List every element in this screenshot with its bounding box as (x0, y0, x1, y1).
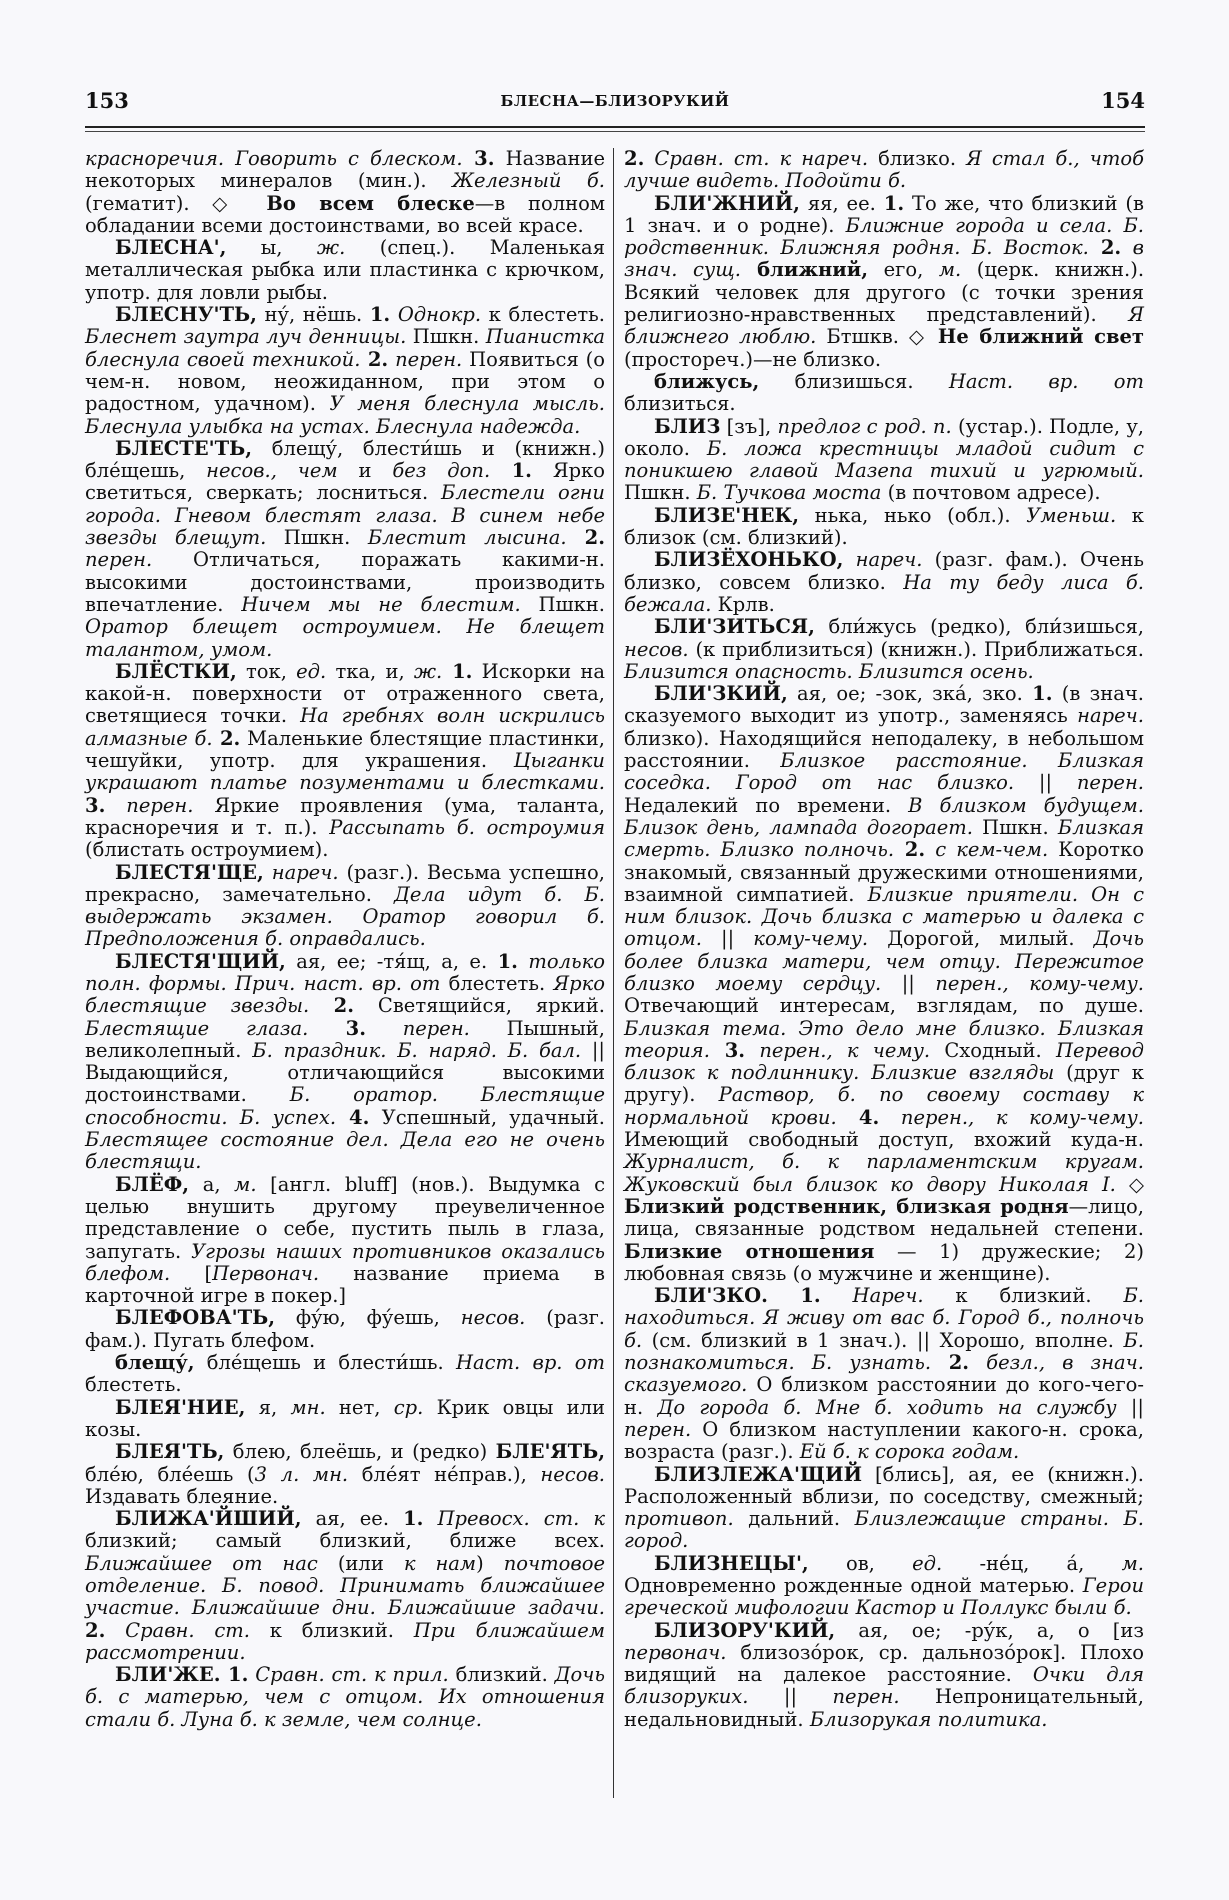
entry-text: Пшкн. (624, 481, 697, 505)
headword-text: 4. (336, 1105, 370, 1129)
entry-text: Сходный. (930, 1038, 1056, 1062)
headword-text: БЛЕСНА', (115, 236, 227, 260)
entry-text: (друг к другу). (624, 1061, 1144, 1107)
dictionary-entry (85, 661, 605, 862)
headword-text: 1. (497, 949, 518, 973)
italic-text: нареч. (263, 860, 339, 884)
headword-text: 1. (767, 1284, 821, 1308)
dictionary-entry (85, 862, 605, 951)
entry-text: [блись], ая, ее (книжн.). Расположенный вблизи, по соседству, смежный; (624, 1462, 1144, 1508)
headword-text: 2. (212, 726, 241, 750)
headword-text: БЛЕСНУ'ТЬ, (115, 303, 257, 327)
entry-text: Яркие проявления (ума, таланта, красноречия и т. п.). (85, 793, 605, 839)
entry-text: Появиться (о чем-н. новом, неожиданном, при этом о радостном, удачном). (85, 347, 605, 416)
entry-text: ы, (226, 236, 317, 260)
headword-text: Не ближний свет (937, 325, 1144, 349)
dictionary-entry (85, 304, 605, 438)
entry-text: ая, ее. (301, 1507, 404, 1531)
headword-text: 3. (308, 1016, 366, 1040)
italic-text: На ту беду лиса б. бежала. (624, 570, 1144, 616)
entry-text: Бтшкв. ◇ (816, 325, 938, 349)
entry-text: блестеть. (85, 1373, 182, 1397)
headword-text: 2. (931, 1351, 970, 1375)
italic-text: Б. находиться. Я живу от вас б. Город б., полночь б. (624, 1284, 1144, 1352)
headword-text: БЛИЗЛЕЖА'ЩИЙ (654, 1462, 862, 1486)
dictionary-entry (624, 683, 1144, 1285)
entry-text: ток, (236, 659, 297, 683)
italic-text: Близлежащие страны. Б. город. (624, 1507, 1144, 1553)
entry-text: (см. близкий в 1 знач.). || Хорошо, вполне. (642, 1328, 1124, 1352)
italic-text: Б. оратор. Блестящие способности. Б. успех. (85, 1083, 605, 1129)
entry-text: (в почтовом адресе). (881, 481, 1101, 505)
entry-text: ) (476, 1551, 504, 1575)
entry-text: нька, нько (обл.). (799, 503, 1027, 527)
italic-text: предлог с род. п. (777, 414, 952, 438)
entry-text: название приема в карточной игре в покер.] (85, 1261, 605, 1308)
entry-text: || (1116, 1395, 1144, 1419)
entry-text: бле́ю, бле́ешь ( (85, 1462, 255, 1486)
headword-text: Близкие отношения (624, 1239, 875, 1263)
entry-text: близишься. (759, 369, 949, 393)
entry-text: (гематит). ◇ (85, 191, 267, 215)
italic-text: При ближайшем рассмотрении. (85, 1618, 605, 1664)
dictionary-entry (624, 1285, 1144, 1463)
italic-text: Я стал б., чтоб лучше видеть. Подойти б. (624, 147, 1145, 193)
italic-text: Цыганки украшают платье позументами и блестками. (85, 749, 605, 795)
entry-text: [ (170, 1261, 213, 1285)
headword-text: 4. (836, 1105, 880, 1129)
dictionary-entry (85, 1397, 605, 1442)
entry-text: (в знач. сказуемого выходит из употр., заменяясь (624, 682, 1144, 728)
headword-text: 3. (709, 1038, 746, 1062)
dictionary-entry (85, 1174, 605, 1308)
headword-text: БЛИ'ЗКО. (654, 1284, 768, 1308)
entry-text: близко). Находящийся неподалеку, в небольшом расстоянии. (624, 726, 1144, 773)
italic-text: Раствор, б. по своему составу к нормальной крови. (624, 1083, 1144, 1129)
italic-text: перен. (388, 347, 463, 371)
italic-text: Очки для близоруких. (624, 1663, 1144, 1709)
italic-text: перен. (624, 1417, 692, 1441)
entry-text: (или (317, 1551, 404, 1575)
entry-text: ◇ (1115, 1172, 1144, 1196)
headword-text: БЛИЗЕ'НЕК, (654, 503, 800, 527)
dictionary-entry (624, 416, 1144, 505)
entry-text: дальний. (733, 1507, 855, 1531)
italic-text: красноречия. Говорить с блеском. (85, 147, 463, 170)
entry-text: к близкий. (923, 1284, 1124, 1308)
headword-text: БЛЕСТЯ'ЩЕ, (115, 860, 264, 884)
entry-text: Крик овцы или козы. (85, 1395, 606, 1441)
entry-text: (простореч.)—не близко. (624, 347, 882, 371)
italic-text: Дочь б. с матерью, чем с отцом. Их отношения стали б. Луна б. к земле, чем солнце. (85, 1663, 605, 1731)
dictionary-entry (624, 1620, 1144, 1731)
entry-text: || (701, 927, 754, 951)
entry-text: Коротко знакомый, связанный дружескими отношениями, взаимной симпатией. (624, 838, 1145, 906)
entry-text: Отличаться, поражать какими-н. высокими достоинствами, производить впечатление. (85, 548, 605, 616)
dictionary-entry (85, 438, 605, 661)
italic-text: Близорукая политика. (809, 1707, 1048, 1731)
italic-text: несов. (624, 637, 689, 661)
headword-text: 2. (360, 347, 389, 371)
entry-text: [зъ], (720, 414, 778, 438)
italic-text: противоп. (624, 1507, 734, 1531)
italic-text: Герои греческой мифологии Кастор и Поллукс были б. (624, 1574, 1144, 1620)
italic-text: Блестящие глаза. (85, 1016, 309, 1040)
italic-text: перен. (105, 793, 194, 817)
dictionary-entry (624, 148, 1144, 193)
italic-text: Близкая смерть. Близко полночь. (624, 815, 1145, 862)
headword-text: 1. (369, 303, 391, 327)
italic-text: До города б. Мне б. ходить на службу (657, 1395, 1117, 1419)
italic-text: только полн. формы. Прич. наст. вр. от (85, 949, 605, 995)
italic-text: перен., к кому-чему. (879, 1105, 1144, 1129)
entry-text: блею, блеёшь, и (редко) (224, 1440, 496, 1464)
entry-text: блестеть. (440, 971, 554, 995)
headword-text: 1. (883, 191, 905, 215)
headword-text: 1. (490, 459, 532, 483)
headword-text: БЛЕЯ'ТЬ, (115, 1440, 225, 1464)
italic-text: Сравн. ст. к прил. (248, 1663, 449, 1687)
italic-text: ж. (316, 236, 346, 260)
headword-text: 1. (442, 659, 473, 683)
headword-text: 1. (1032, 682, 1053, 706)
entry-text: ая, ое; -зок, зка́, зко. (787, 682, 1033, 706)
entry-text: бли́жусь (редко), бли́зишься, (814, 615, 1144, 639)
dictionary-entry (624, 371, 1144, 416)
entry-text: близиться. (624, 392, 736, 416)
entry-text: тка, и, (326, 659, 414, 683)
entry-text: Недалекий по времени. (624, 793, 909, 817)
entry-text: и (337, 459, 393, 483)
dictionary-entry (624, 193, 1144, 371)
dictionary-entry (85, 1664, 605, 1731)
italic-text: Дела идут б. Б. выдержать экзамен. Оратор говорил б. Предположения б. оправдались. (85, 882, 605, 951)
dictionary-entry (85, 1441, 605, 1508)
headword-text: 2. (894, 838, 926, 862)
italic-text: ед. (296, 659, 327, 683)
entry-text: Успешный, удачный. (369, 1105, 605, 1129)
entry-text: (к приблизиться) (книжн.). Приближаться. (688, 637, 1144, 661)
headword-text: 2. (566, 526, 605, 550)
entry-text: ая, ое; -ру́к, а, о [из (835, 1618, 1144, 1642)
italic-text: ж. (413, 659, 443, 683)
italic-text: Сравн. ст. к нареч. (644, 147, 869, 170)
italic-text: Перевод близок к подлиннику. Близкие взгляды (624, 1038, 1144, 1085)
entry-text: бле́ят не́прав.), (348, 1462, 541, 1486)
entry-text: Искорки на какой-н. поверхности от отраженного света, светящиеся точки. (85, 659, 606, 728)
entry-text: Маленькие блестящие пластинки, чешуйки, употр. для украшения. (85, 726, 605, 773)
entry-text: я, (245, 1395, 291, 1419)
entry-text: О близком наступлении какого-н. срока, возраста (разг.). (624, 1417, 1144, 1464)
italic-text: На гребнях волн искрились алмазные б. (85, 704, 605, 750)
entry-text: близкий. (448, 1663, 555, 1687)
italic-text: Я ближнего люблю. (624, 303, 1144, 349)
italic-text: Сравн. ст. (105, 1618, 250, 1642)
entry-text: Светящийся, яркий. (354, 994, 605, 1018)
entry-text: Ярко светиться, сверкать; лосниться. (85, 459, 605, 505)
headword-text: БЛЁФ, (115, 1172, 190, 1196)
italic-text: перен., кому-чему. (935, 971, 1144, 995)
italic-text: Наст. вр. от (948, 369, 1144, 393)
italic-text: мн. (290, 1395, 326, 1419)
headword-text: БЛЕФОВА'ТЬ, (115, 1306, 275, 1330)
italic-text: У меня блеснула мысль. Блеснула улыбка на устах. Блеснула надежда. (85, 392, 605, 438)
italic-text: перен. (832, 1685, 900, 1709)
entry-text: || (1014, 771, 1077, 795)
headword-text: БЛЁСТКИ, (115, 659, 237, 683)
dictionary-entry (85, 1508, 605, 1664)
entry-text: фу́ю, фу́ешь, (274, 1306, 461, 1330)
italic-text: м. (1121, 1551, 1144, 1575)
headword-text: БЛИЗ (654, 414, 721, 438)
dictionary-entry (624, 549, 1144, 616)
italic-text: Ближние города и села. Б. родственник. Ближняя родня. Б. Восток. (624, 213, 1144, 260)
italic-text: Уменьш. (1026, 503, 1117, 527)
entry-text: близко. (868, 147, 967, 170)
headword-text: БЛИЗЁХОНЬКО, (654, 548, 844, 572)
entry-text: нет, (325, 1395, 394, 1419)
page-number-right: 154 (1101, 88, 1145, 113)
headword-text: 2. (309, 994, 355, 1018)
entry-text: Название некоторых минералов (мин.). (85, 147, 605, 193)
entry-text: Непроницательный, недальновидный. (624, 1685, 1144, 1731)
italic-text: Близкие приятели. Он с ним близок. Дочь близка с матерью и далека с отцом. (624, 882, 1145, 951)
italic-text: перен. (365, 1016, 470, 1040)
italic-text: Ярко блестящие звезды. (85, 971, 606, 1018)
headword-text: 2. (1088, 236, 1122, 260)
right-column (624, 148, 1144, 1731)
entry-text: Дорогой, милый. (868, 927, 1094, 951)
italic-text: Близкое расстояние. Близкая соседка. Город от нас близко. (624, 749, 1145, 795)
entry-text: к блестеть. (481, 303, 605, 327)
entry-text: (разг. фам.). Очень близко, совсем близко. (624, 548, 1144, 594)
italic-text: Однокр. (390, 303, 482, 327)
italic-text: Рассыпать б. остроумия (329, 815, 605, 839)
dictionary-entry (85, 951, 605, 1174)
italic-text: Ближайшее от нас (85, 1551, 318, 1575)
italic-text: нареч. (843, 548, 923, 572)
headword-text: БЛИ'ЗКИЙ, (654, 682, 788, 706)
headword-text: 1. (403, 1507, 424, 1531)
entry-text: его, (868, 258, 939, 282)
italic-text: Железный б. (452, 169, 606, 193)
entry-text: Пшкн. (972, 815, 1058, 839)
italic-text: нареч. (1077, 704, 1144, 728)
italic-text: Б. познакомиться. Б. узнать. (624, 1328, 1144, 1375)
entry-text: — 1) дружеские; 2) любовная связь (о мужчине и женщине). (624, 1239, 1145, 1285)
headword-text: ближусь, (654, 369, 760, 393)
headword-text: БЛИ'ЗИТЬСЯ, (654, 615, 815, 639)
italic-text: Нареч. (820, 1284, 924, 1308)
italic-text: Журналист, б. к парламентским кругам. Жуковский был близок ко двору Николая I. (624, 1150, 1144, 1196)
italic-text: в знач. сущ. (624, 236, 1144, 282)
italic-text: несов. (540, 1462, 605, 1486)
entry-text: бле́щешь и блести́шь. (194, 1351, 456, 1375)
headword-text: 2. (85, 1618, 106, 1642)
dictionary-entry (624, 616, 1144, 683)
headword-text: БЛЕ'ЯТЬ, (495, 1440, 605, 1464)
entry-text: Крлв. (711, 592, 775, 616)
headword-text: 2. (624, 147, 645, 170)
italic-text: Наст. вр. от (455, 1351, 605, 1375)
italic-text: Угрозы наших противников оказались блефом. (85, 1239, 605, 1285)
headword-text: БЛИ'ЖНИЙ, (654, 191, 800, 215)
italic-text: кому-чему. (753, 927, 869, 951)
italic-text: Первонач. (212, 1261, 320, 1285)
italic-text: несов. (460, 1306, 526, 1330)
headword-text: 3. (85, 793, 106, 817)
entry-text: —в полном обладании всеми достоинствами, во всей красе. (85, 191, 605, 237)
entry-text: к близкий. (250, 1618, 414, 1642)
entry-text: ов, (808, 1551, 913, 1575)
dictionary-entry (85, 1352, 605, 1397)
headword-text: 3. (462, 147, 495, 170)
italic-text: Превосх. ст. к (423, 1507, 605, 1531)
entry-text: Пшкн. (266, 526, 368, 550)
entry-text: || (881, 971, 936, 995)
headword-text: 1. (220, 1663, 249, 1687)
running-title: БЛЕСНА—БЛИЗОРУКИЙ (500, 92, 730, 110)
italic-text: с кем-чем. (925, 838, 1049, 862)
italic-text: Б. ложа крестницы младой сидит с поникшею главой Мазепа тихий и угрюмый. (624, 436, 1144, 483)
headword-text: БЛИЗНЕЦЫ', (654, 1551, 809, 1575)
entry-text: (спец.). Маленькая металлическая рыбка или пластинка с крючком, употр. для ловли рыбы. (85, 236, 605, 304)
entry-text: (разг.). Весьма успешно, прекрасно, замечательно. (85, 860, 605, 906)
italic-text: Блестит лысина. (367, 526, 567, 550)
italic-text: безл., в знач. сказуемого. (624, 1351, 1144, 1397)
entry-text: Отвечающий интересам, взглядам, по душе. (624, 994, 1144, 1018)
entry-text: Имеющий свободный доступ, вхожий куда-н. (624, 1128, 1144, 1152)
dictionary-entry (624, 505, 1144, 550)
headword-text: Во всем блеске (266, 191, 475, 215)
entry-text: блещу́, блести́шь и (книжн.) бле́щешь, (85, 436, 605, 483)
entry-text: —лицо, лица, связанные родством недальней степени. (624, 1194, 1144, 1241)
entry-text: || (748, 1685, 833, 1709)
dictionary-entry (624, 1464, 1144, 1553)
page-header (85, 88, 1145, 118)
entry-text: близозо́рок, ср. дальнозо́рок]. Плохо видящий на далекое расстояние. (624, 1640, 1144, 1687)
entry-text: яя, ее. (799, 191, 884, 215)
entry-text: ая, ее; -тя́щ, а, е. (285, 949, 498, 973)
page-number-left: 153 (85, 88, 129, 113)
italic-text: Оратор блещет остроумием. Не блещет талантом, умом. (85, 615, 605, 661)
italic-text: Пианистка блеснула своей техникой. (85, 325, 605, 371)
italic-text: ед. (912, 1551, 943, 1575)
entry-text: То же, что близкий (в 1 знач. и о родне). (624, 191, 1144, 237)
left-column (85, 148, 605, 1731)
headword-text: БЛИЗОРУ'КИЙ, (654, 1618, 836, 1642)
entry-text: близкий; самый близкий, ближе всех. (85, 1529, 605, 1553)
entry-text: [англ. bluff] (нов.). Выдумка с целью внушить другому преувеличенное представление о себе, пустить пыль в глаза, запугать. (85, 1172, 605, 1263)
entry-text: а, (189, 1172, 235, 1196)
italic-text: Ничем мы не блестим. (241, 592, 521, 616)
headword-text: БЛИ'ЖЕ. (115, 1663, 221, 1687)
italic-text: к нам (403, 1551, 477, 1575)
dictionary-entry (85, 1307, 605, 1352)
header-rule (85, 126, 1145, 128)
headword-text: Близкий родственник, близкая родня (624, 1194, 1069, 1218)
italic-text: В близком будущем. Близок день, лампада догорает. (624, 793, 1144, 839)
entry-text: Одновременно рожденные одной матерью. (624, 1574, 1083, 1597)
italic-text: первонач. (624, 1640, 727, 1664)
entry-text: (церк. книжн.). Всякий человек для другого (с точки зрения религиозно-нравственных представлений). (624, 258, 1145, 327)
italic-text: без доп. (392, 459, 491, 483)
italic-text: перен., к чему. (745, 1038, 931, 1062)
entry-text: (блистать остроумием). (85, 838, 329, 862)
entry-text: (устар.). Подле, у, около. (624, 414, 1144, 460)
headword-text: блещу́, (115, 1351, 195, 1375)
italic-text: Близится опасность. Близится осень. (624, 659, 1034, 683)
italic-text: 3 л. мн. (254, 1462, 349, 1486)
headword-text: ближний, (740, 258, 869, 282)
headword-text: БЛИЖА'ЙШИЙ, (115, 1507, 302, 1531)
italic-text: Близкая тема. Это дело мне близко. Близкая теория. (624, 1016, 1144, 1062)
headword-text: БЛЕЯ'НИЕ, (115, 1395, 246, 1419)
italic-text: Б. праздник. Б. наряд. Б. бал. (252, 1038, 582, 1062)
header-rule-thin (85, 131, 1145, 132)
column-divider (613, 148, 614, 1798)
italic-text: почтовое отделение. Б. повод. Принимать ближайшее участие. Ближайшие дни. Ближайшие задачи. (85, 1551, 605, 1620)
italic-text: м. (234, 1172, 257, 1196)
italic-text: ср. (393, 1395, 424, 1419)
italic-text: Блестели огни города. Гневом блестят глаза. В синем небе звезды блещут. (85, 481, 605, 550)
entry-text: (разг. фам.). Пугать блефом. (85, 1306, 606, 1352)
italic-text: Ей б. к сорока годам. (799, 1440, 1020, 1464)
entry-text: Пышный, великолепный. (85, 1016, 605, 1062)
entry-text: Издавать блеяние. (85, 1484, 279, 1508)
entry-text: к близок (см. близкий). (624, 503, 1144, 550)
italic-text: Блеснет заутра луч денницы. (85, 325, 407, 349)
italic-text: Блестящее состояние дел. Дела его не очень блестящи. (85, 1128, 605, 1174)
italic-text: несов., чем (206, 459, 338, 483)
entry-text: || Выдающийся, отличающийся высокими достоинствами. (85, 1038, 605, 1107)
entry-text: ну́, нёшь. (256, 303, 370, 327)
italic-text: Б. Тучкова моста (696, 481, 882, 505)
headword-text: БЛЕСТЯ'ЩИЙ, (115, 949, 286, 973)
dictionary-entry (624, 1553, 1144, 1620)
entry-text: Пшкн. (406, 325, 486, 349)
italic-text: Дочь более близка матери, чем отцу. Пережитое близко моему сердцу. (624, 927, 1144, 995)
entry-text: Пшкн. (520, 592, 605, 616)
entry-text: -не́ц, а́, (942, 1551, 1122, 1575)
entry-text: О близком расстоянии до кого-чего-н. (624, 1373, 1144, 1419)
italic-text: перен. (85, 548, 153, 572)
italic-text: перен. (1076, 771, 1144, 795)
dictionary-entry (85, 148, 605, 237)
italic-text: м. (938, 258, 962, 282)
dictionary-entry (85, 237, 605, 304)
headword-text: БЛЕСТЕ'ТЬ, (115, 436, 253, 460)
